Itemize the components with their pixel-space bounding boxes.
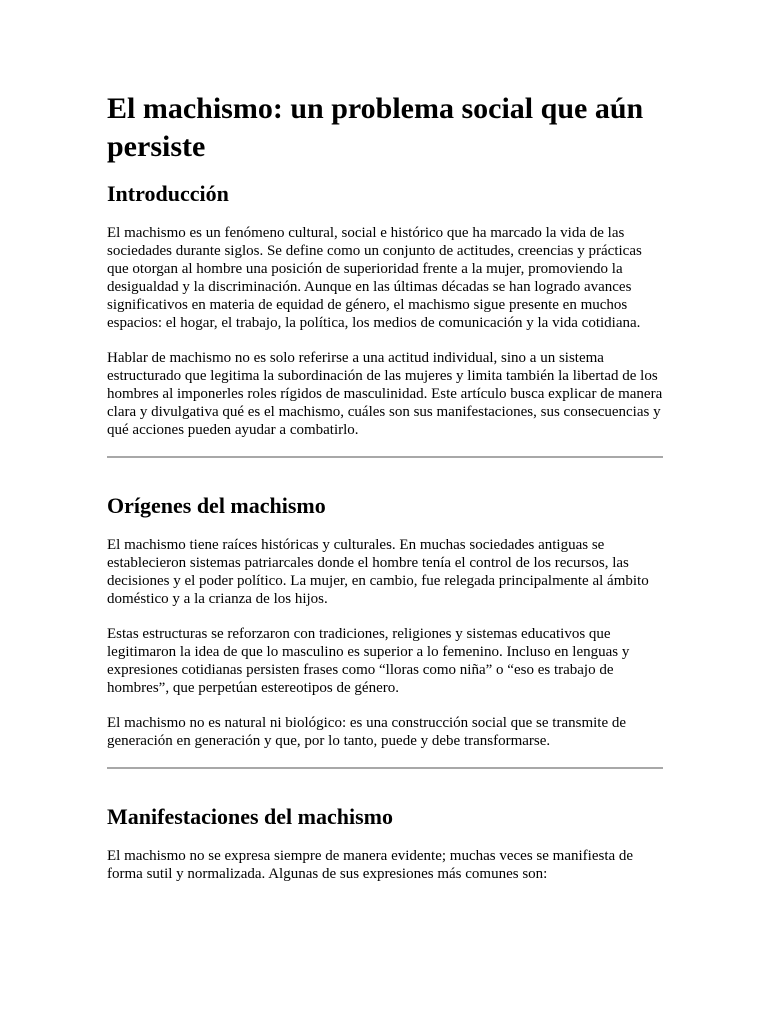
section-heading: Orígenes del machismo bbox=[107, 493, 326, 518]
section-introduccion bbox=[107, 180, 663, 458]
section-divider bbox=[107, 456, 663, 458]
section-origenes bbox=[107, 492, 663, 769]
section-divider bbox=[107, 767, 663, 769]
paragraph: Estas estructuras se reforzaron con tradiciones, religiones y sistemas educativos que legitimaron la idea de que lo masculino es superior a lo femenino. Incluso en lenguas y expresiones cotidianas persisten frases como “lloras como niña” o “eso es trabajo de hombres”, que perpetúan estereotipos de género. bbox=[107, 626, 630, 696]
paragraph: El machismo tiene raíces históricas y culturales. En muchas sociedades antiguas se establecieron sistemas patriarcales donde el hombre tenía el control de los recursos, las decisiones y el poder político. La mujer, en cambio, fue relegada principalmente al ámbito doméstico y a la crianza de los hijos. bbox=[107, 537, 649, 607]
paragraph: Hablar de machismo no es solo referirse a una actitud individual, sino a un sistema estructurado que legitima la subordinación de las mujeres y limita también la libertad de los hombres al imponerles roles rígidos de masculinidad. Este artículo busca explicar de manera clara y divulgativa qué es el machismo, cuáles son sus manifestaciones, sus consecuencias y qué acciones pueden ayudar a combatirlo. bbox=[107, 350, 663, 438]
document-page bbox=[107, 90, 663, 900]
section-heading: Introducción bbox=[107, 181, 229, 206]
section-heading: Manifestaciones del machismo bbox=[107, 804, 393, 829]
section-manifestaciones bbox=[107, 803, 663, 883]
paragraph: El machismo es un fenómeno cultural, social e histórico que ha marcado la vida de las sociedades durante siglos. Se define como un conjunto de actitudes, creencias y prácticas que otorgan al hombre una posición de superioridad frente a la mujer, promoviendo la desigualdad y la discriminación. Aunque en las últimas décadas se han logrado avances significativos en materia de equidad de género, el machismo sigue presente en muchos espacios: el hogar, el trabajo, la política, los medios de comunicación y la vida cotidiana. bbox=[107, 225, 642, 331]
document-title: El machismo: un problema social que aún persiste bbox=[107, 92, 644, 163]
paragraph: El machismo no es natural ni biológico: es una construcción social que se transmite de generación en generación y que, por lo tanto, puede y debe transformarse. bbox=[107, 715, 627, 749]
paragraph: El machismo no se expresa siempre de manera evidente; muchas veces se manifiesta de forma sutil y normalizada. Algunas de sus expresiones más comunes son: bbox=[107, 848, 634, 882]
